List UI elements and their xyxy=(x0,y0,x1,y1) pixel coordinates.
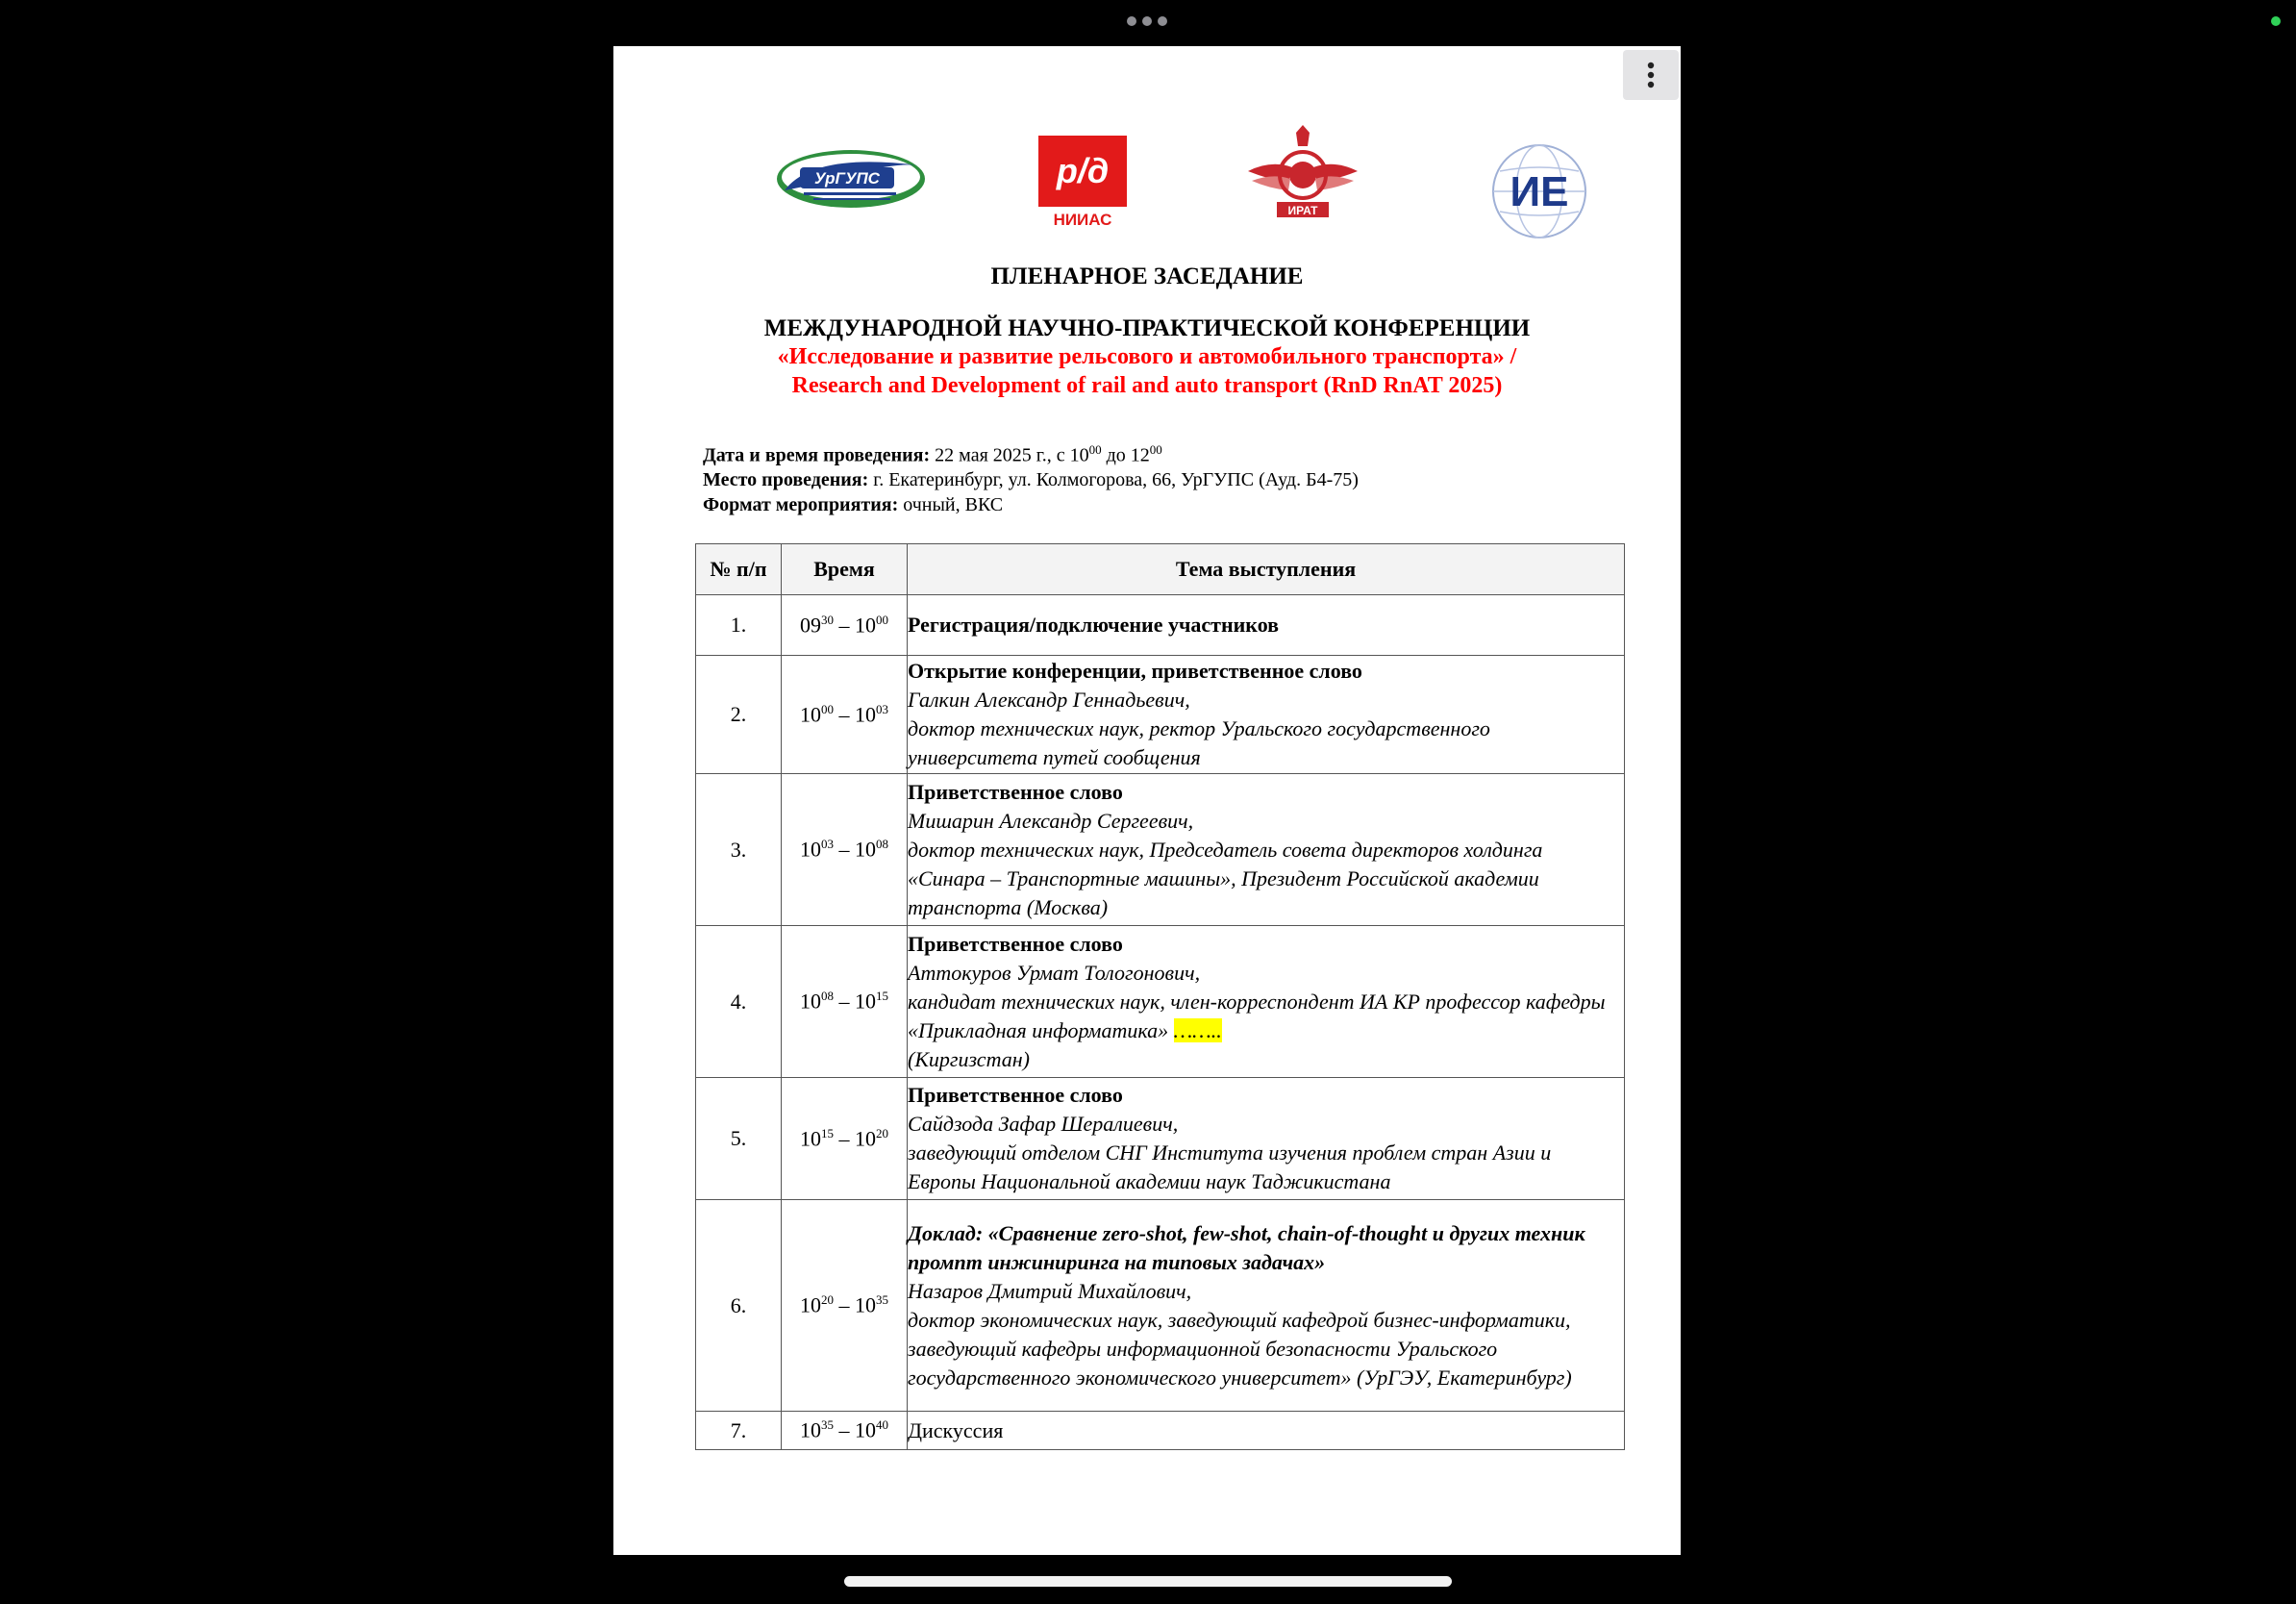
format-value: очный, ВКС xyxy=(903,494,1004,515)
topic-title: Приветственное слово xyxy=(908,779,1123,804)
row-number: 5. xyxy=(696,1078,782,1200)
row-time: $10^{15} - 10^{20}$ xyxy=(782,1078,908,1200)
row-topic xyxy=(908,595,1625,656)
date-value: 22 мая 2025 г., с 10 xyxy=(935,444,1089,466)
date-end-minutes: 00 xyxy=(1149,442,1162,457)
rzd-niias-logo xyxy=(1038,136,1127,228)
row-topic xyxy=(908,1412,1625,1450)
urgups-logo-text: УрГУПС xyxy=(814,169,880,188)
date-to: до 12 xyxy=(1101,444,1150,466)
document-page xyxy=(613,46,1681,1555)
highlighted-placeholder: …….. xyxy=(1173,1017,1222,1042)
table-row xyxy=(696,1200,1625,1412)
more-options-button[interactable] xyxy=(1623,50,1679,100)
event-date-line xyxy=(703,442,1162,467)
place-label: Место проведения: xyxy=(703,469,869,490)
speaker-bio: заведующий отделом СНГ Института изучения проблем стран Азии и Европы Национальной академии наук Таджикистана xyxy=(908,1140,1552,1193)
irat-logo-text: ИРАТ xyxy=(1287,204,1318,217)
urgups-logo xyxy=(775,142,927,212)
col-header-time: Время xyxy=(782,544,908,595)
speaker-bio: доктор технических наук, Председатель совета директоров холдинга «Синара – Транспортные машины», Президент Российской академии транспорта (Москва) xyxy=(908,837,1543,919)
status-indicator-dot xyxy=(2271,16,2281,26)
row-topic xyxy=(908,656,1625,774)
col-header-num: № п/п xyxy=(696,544,782,595)
row-number: 7. xyxy=(696,1412,782,1450)
place-value: г. Екатеринбург, ул. Колмогорова, 66, УрГУПС (Ауд. Б4-75) xyxy=(873,469,1359,490)
speaker-name: Назаров Дмитрий Михайлович, xyxy=(908,1278,1192,1303)
page-title: ПЛЕНАРНОЕ ЗАСЕДАНИЕ xyxy=(990,263,1304,289)
format-label: Формат мероприятия: xyxy=(703,494,899,515)
speaker-name: Мишарин Александр Сергеевич, xyxy=(908,808,1194,833)
topic-title: Приветственное слово xyxy=(908,1083,1123,1107)
conference-title-en: Research and Development of rail and auto transport (RnD RnAT 2025) xyxy=(791,373,1503,398)
page-subtitle: МЕЖДУНАРОДНОЙ НАУЧНО-ПРАКТИЧЕСКОЙ КОНФЕРЕНЦИИ xyxy=(763,315,1531,341)
table-row xyxy=(696,1078,1625,1200)
row-number: 3. xyxy=(696,774,782,926)
table-row xyxy=(696,595,1625,656)
schedule-table xyxy=(695,543,1625,1450)
row-number: 2. xyxy=(696,656,782,774)
row-time: $10^{03} - 10^{08}$ xyxy=(782,774,908,926)
ie-globe-logo xyxy=(1490,142,1588,240)
row-number: 6. xyxy=(696,1200,782,1412)
speaker-bio: кандидат технических наук, член-корреспондент ИА КР профессор кафедры «Прикладная информатика» …….. (Киргизстан) xyxy=(908,989,1606,1071)
speaker-name: Галкин Александр Геннадьевич, xyxy=(908,688,1190,712)
row-topic xyxy=(908,926,1625,1078)
rzd-logo-caption: НИИАС xyxy=(1053,211,1112,229)
speaker-bio: доктор экономических наук, заведующий кафедрой бизнес-информатики, заведующий кафедры информационной безопасности Уральского государственного экономического университет» (УрГЭУ, Екатеринбург) xyxy=(908,1307,1572,1390)
topic-title: Доклад: «Сравнение zero-shot, few-shot, chain-of-thought и других техник промпт инжиниринга на типовых задачах» xyxy=(908,1220,1585,1274)
speaker-bio: доктор технических наук, ректор Уральского государственного университета путей сообщения xyxy=(908,716,1490,769)
date-start-minutes: 00 xyxy=(1088,442,1102,457)
ie-logo-text: ИЕ xyxy=(1510,168,1569,215)
topic-title: Открытие конференции, приветственное слово xyxy=(908,659,1362,683)
home-indicator[interactable] xyxy=(844,1576,1452,1587)
col-header-topic: Тема выступления xyxy=(908,544,1625,595)
more-vertical-icon xyxy=(1647,62,1655,88)
row-time: $09^{30} - 10^{00}$ xyxy=(782,595,908,656)
row-time: $10^{08} - 10^{15}$ xyxy=(782,926,908,1078)
table-row xyxy=(696,774,1625,926)
row-number: 1. xyxy=(696,595,782,656)
row-time: $10^{00} - 10^{03}$ xyxy=(782,656,908,774)
irat-emblem-logo xyxy=(1242,123,1363,229)
event-place-line xyxy=(703,469,1359,491)
row-time: $10^{20} - 10^{35}$ xyxy=(782,1200,908,1412)
date-label: Дата и время проведения: xyxy=(703,444,931,466)
table-row xyxy=(696,1412,1625,1450)
row-topic xyxy=(908,1078,1625,1200)
topic-title: Приветственное слово xyxy=(908,931,1123,956)
table-row xyxy=(696,656,1625,774)
table-header-row xyxy=(696,544,1625,595)
row-time: $10^{35} - 10^{40}$ xyxy=(782,1412,908,1450)
rzd-logo-mark: р/д xyxy=(1038,136,1127,207)
speaker-name: Сайдзода Зафар Шералиевич, xyxy=(908,1112,1179,1136)
row-topic xyxy=(908,1200,1625,1412)
row-number: 4. xyxy=(696,926,782,1078)
topic-title: Регистрация/подключение участников xyxy=(908,613,1280,637)
row-topic xyxy=(908,774,1625,926)
topic-plain: Дискуссия xyxy=(908,1417,1004,1442)
multitasking-dots[interactable] xyxy=(1127,16,1167,26)
table-row xyxy=(696,926,1625,1078)
event-format-line xyxy=(703,494,1003,516)
conference-title-ru: «Исследование и развитие рельсового и автомобильного транспорта» / xyxy=(777,344,1517,369)
speaker-name: Аттокуров Урмат Тологонович, xyxy=(908,960,1201,985)
